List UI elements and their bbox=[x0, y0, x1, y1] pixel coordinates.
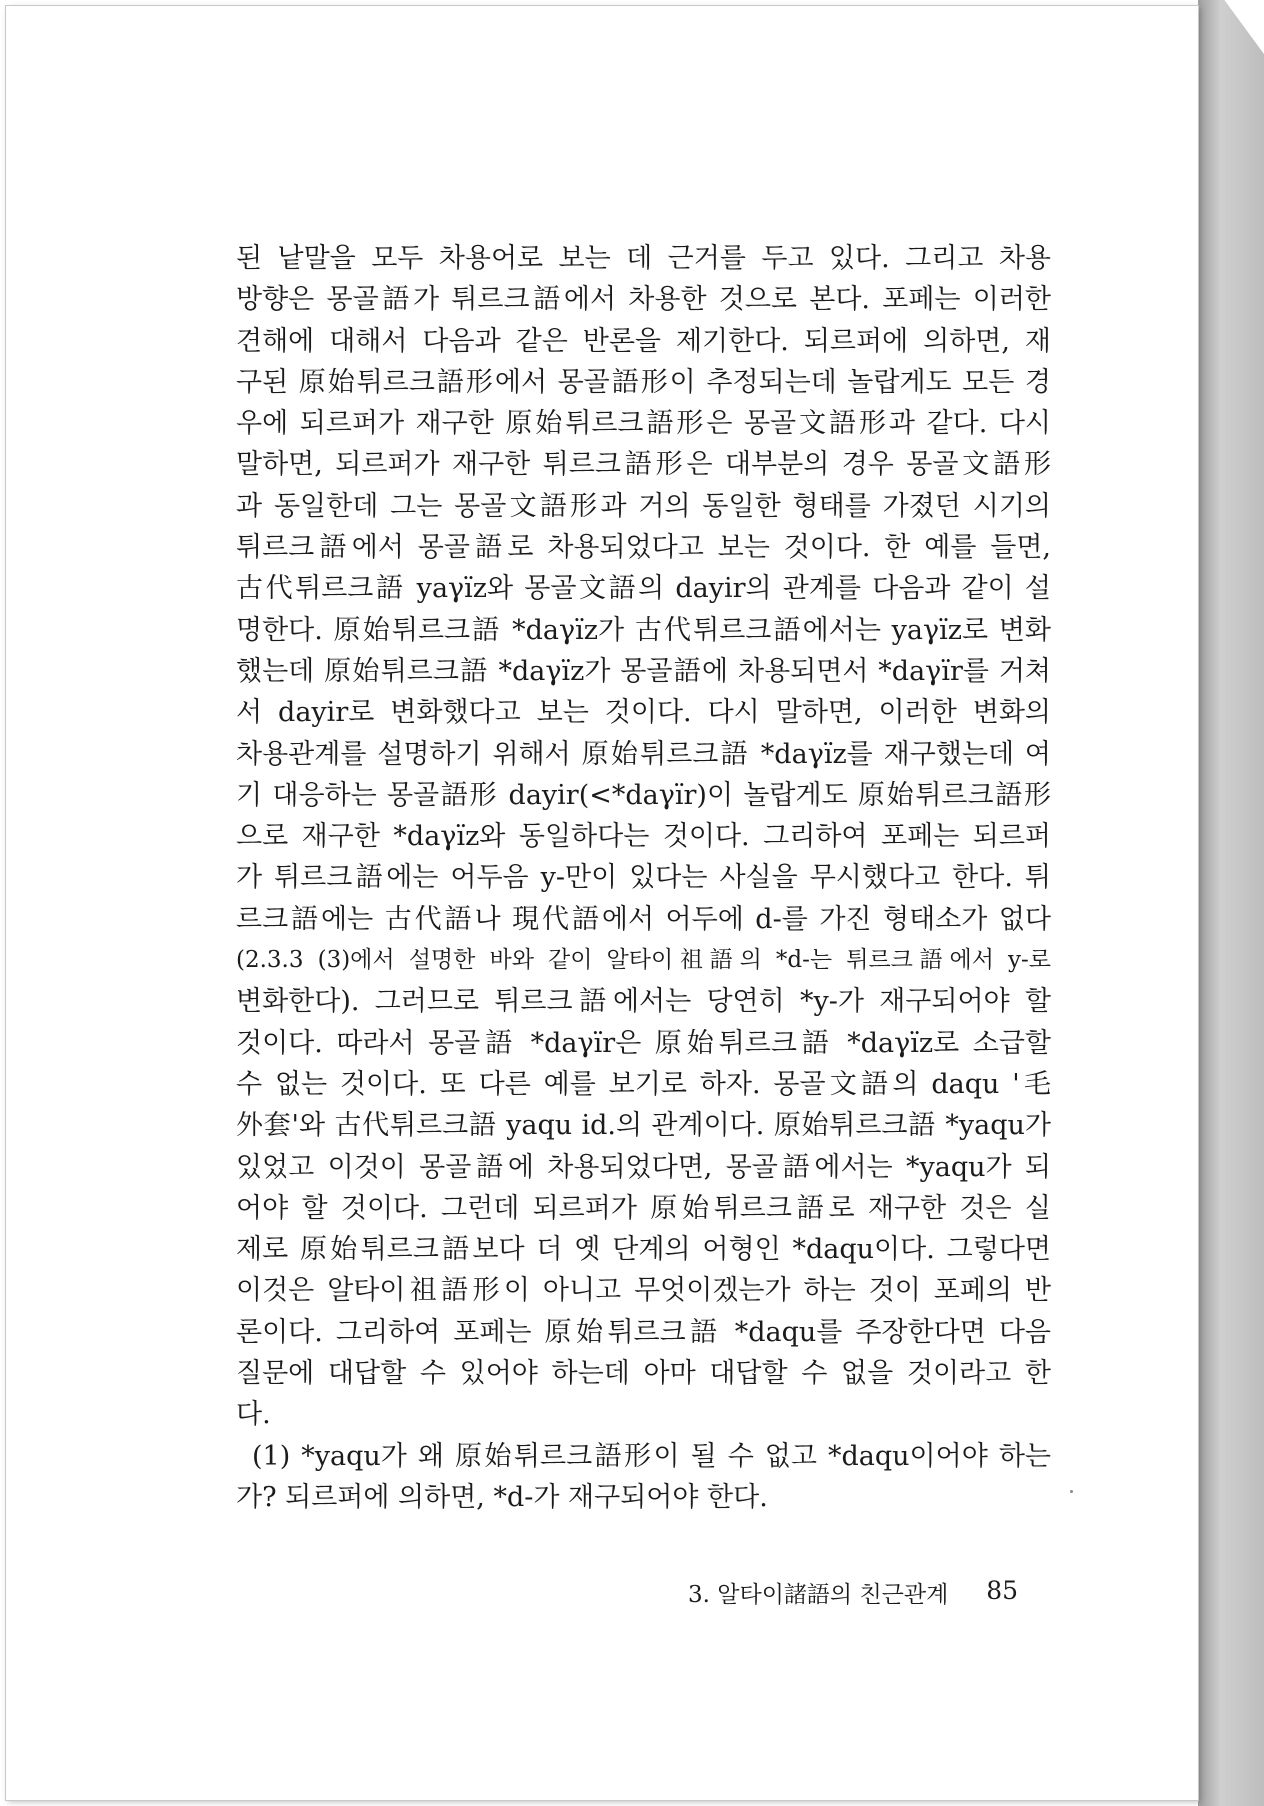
paper-speck bbox=[1070, 1490, 1073, 1493]
text-line: 어야 할 것이다. 그런데 되르퍼가 原始튀르크語로 재구한 것은 실 bbox=[236, 1192, 1051, 1224]
text-line: 우에 되르퍼가 재구한 原始튀르크語形은 몽골文語形과 같다. 다시 bbox=[236, 408, 1051, 440]
body-text bbox=[236, 238, 1051, 1518]
text-line: 구된 原始튀르크語形에서 몽골語形이 추정되는데 놀랍게도 모든 경 bbox=[236, 366, 1051, 398]
text-line: 질문에 대답할 수 있어야 하는데 아마 대답할 수 없을 것이라고 한 bbox=[236, 1358, 1051, 1390]
text-line: 견해에 대해서 다음과 같은 반론을 제기한다. 되르퍼에 의하면, 재 bbox=[236, 325, 1051, 357]
text-line: 된 낱말을 모두 차용어로 보는 데 근거를 두고 있다. 그리고 차용 bbox=[236, 243, 1051, 274]
text-line: 변화한다). 그러므로 튀르크語에서는 당연히 *y-가 재구되어야 할 bbox=[236, 986, 1051, 1018]
text-line: 제로 原始튀르크語보다 더 옛 단계의 어형인 *daqu이다. 그렇다면 bbox=[236, 1234, 1051, 1266]
text-line: 外套'와 古代튀르크語 yaqu id.의 관계이다. 原始튀르크語 *yaqu가 bbox=[236, 1110, 1051, 1142]
page-footer bbox=[688, 1576, 1018, 1609]
numbered-question: (1) *yaqu가 왜 原始튀르크語形이 될 수 없고 *daqu이어야 하는 bbox=[252, 1440, 1051, 1472]
page-number: 85 bbox=[986, 1576, 1018, 1605]
running-footer-title: 3. 알타이諸語의 친근관계 bbox=[688, 1582, 949, 1608]
text-line: 서 dayir로 변화했다고 보는 것이다. 다시 말하면, 이러한 변화의 bbox=[236, 697, 1051, 729]
text-line: 명한다. 原始튀르크語 *daγïz가 古代튀르크語에서는 yaγïz로 변화 bbox=[236, 614, 1051, 646]
text-line: 古代튀르크語 yaγïz와 몽골文語의 dayir의 관계를 다음과 같이 설 bbox=[236, 573, 1051, 605]
book-page-edge bbox=[1198, 0, 1264, 1806]
text-line: 튀르크語에서 몽골語로 차용되었다고 보는 것이다. 한 예를 들면, bbox=[236, 532, 1051, 564]
text-line: 론이다. 그리하여 포페는 原始튀르크語 *daqu를 주장한다면 다음 bbox=[236, 1316, 1051, 1348]
text-line: 르크語에는 古代語나 現代語에서 어두에 d-를 가진 형태소가 없다 bbox=[236, 903, 1051, 935]
text-line: 것이다. 따라서 몽골語 *daγïr은 原始튀르크語 *daγïz로 소급할 bbox=[236, 1027, 1051, 1059]
text-line: 방향은 몽골語가 튀르크語에서 차용한 것으로 본다. 포페는 이러한 bbox=[236, 284, 1051, 316]
text-line: 가 튀르크語에는 어두음 y-만이 있다는 사실을 무시했다고 한다. 튀 bbox=[236, 862, 1051, 894]
text-line: 했는데 原始튀르크語 *daγïz가 몽골語에 차용되면서 *daγïr를 거쳐 bbox=[236, 655, 1051, 687]
text-line: 말하면, 되르퍼가 재구한 튀르크語形은 대부분의 경우 몽골文語形 bbox=[236, 449, 1051, 481]
text-line: 기 대응하는 몽골語形 dayir(<*daγïr)이 놀랍게도 原始튀르크語形 bbox=[236, 779, 1051, 811]
text-line: 있었고 이것이 몽골語에 차용되었다면, 몽골語에서는 *yaqu가 되 bbox=[236, 1151, 1051, 1183]
text-line: (2.3.3 (3)에서 설명한 바와 같이 알타이祖語의 *d-는 튀르크語에서 y-로 bbox=[236, 947, 1051, 974]
book-page bbox=[6, 6, 1198, 1800]
text-line: 가? 되르퍼에 의하면, *d-가 재구되어야 한다. bbox=[236, 1481, 768, 1513]
text-line: 차용관계를 설명하기 위해서 原始튀르크語 *daγïz를 재구했는데 여 bbox=[236, 738, 1051, 770]
text-line: 이것은 알타이祖語形이 아니고 무엇이겠는가 하는 것이 포페의 반 bbox=[236, 1275, 1051, 1307]
text-line: 수 없는 것이다. 또 다른 예를 보기로 하자. 몽골文語의 daqu '毛 bbox=[236, 1068, 1051, 1100]
text-line: 과 동일한데 그는 몽골文語形과 거의 동일한 형태를 가졌던 시기의 bbox=[236, 490, 1051, 522]
text-line: 으로 재구한 *daγïz와 동일하다는 것이다. 그리하여 포페는 되르퍼 bbox=[236, 821, 1051, 853]
text-line: 다. bbox=[236, 1399, 271, 1431]
